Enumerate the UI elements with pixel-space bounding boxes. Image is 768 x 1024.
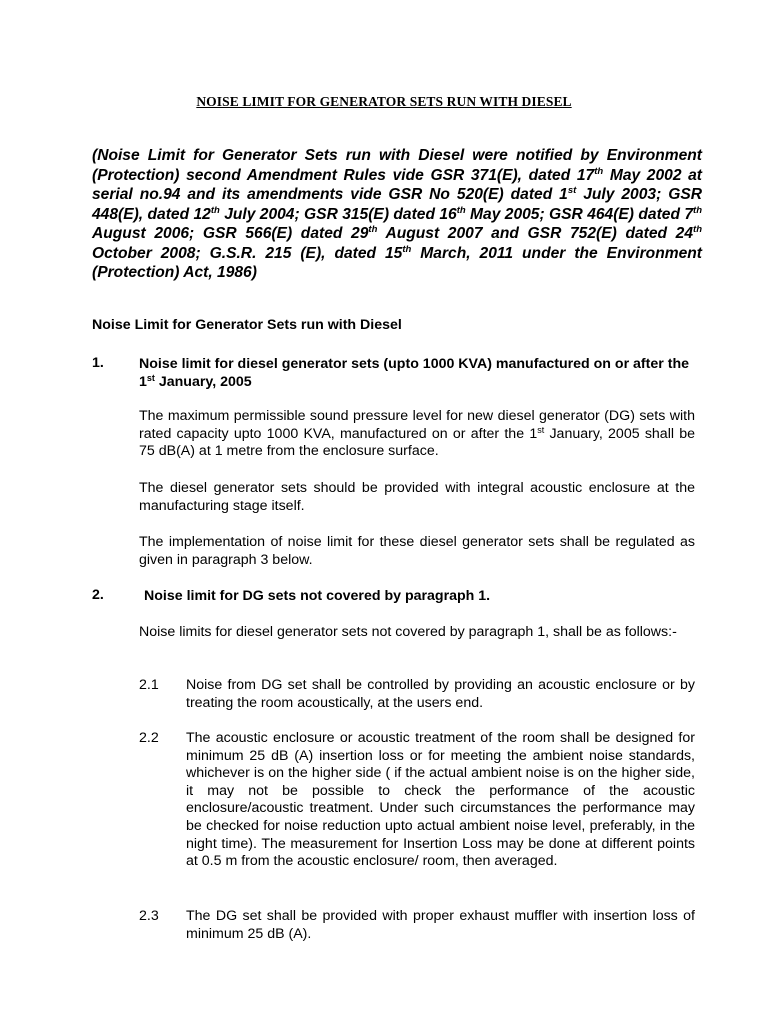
item-2-3-text: The DG set shall be provided with proper exhaust muffler with insertion loss of minimum 25 dB (A). [186,908,695,942]
item-2-2-text: The acoustic enclosure or acoustic treatment of the room shall be designed for minimum 25 dB (A) insertion loss or for meeting the ambient noise standards, whichever is on the higher side ( if the actual ambient noise is on the higher side, it may not be possible to check the performance of the acoustic enclosure/acoustic treatment. Under such circumstances the performance may be checked for noise reduction upto actual ambient noise level, preferably, in the night time). The measurement for Insertion Loss may be done at different points at 0.5 m from the acoustic enclosure/ room, then averaged. [186,730,695,870]
intro-text: October 2008; G.S.R. 215 (E), dated 15 [92,244,403,262]
section-1-heading-sup: st [146,373,155,383]
section-subheading: Noise Limit for Generator Sets run with Diesel [92,317,402,333]
section-2-heading: Noise limit for DG sets not covered by paragraph 1. [144,588,491,604]
section-1-heading [139,355,695,391]
item-2-2-number: 2.2 [139,730,159,746]
section-1-heading-text: January, 2005 [154,374,252,390]
intro-sup: st [567,185,577,196]
section-2-number: 2. [92,587,104,603]
intro-text: May 2002 at serial no.94 and its amendments vide GSR No 520(E) dated 1 [92,166,702,203]
section-1-para1-sup: st [537,424,545,435]
item-2-1-number: 2.1 [139,677,159,693]
intro-sup: th [693,224,702,235]
section-1-paragraph-2: The diesel generator sets should be provided with integral acoustic enclosure at the manufacturing stage itself. [139,480,695,514]
section-1-heading-text: Noise limit for diesel generator sets (upto 1000 KVA) manufactured on or after the 1 [139,356,690,390]
notification-intro [92,146,702,283]
intro-text: August 2007 and GSR 752(E) dated 24 [377,225,694,242]
intro-text: July 2004; GSR 315(E) dated 16 [219,205,457,223]
intro-sup: th [368,224,378,235]
section-1-para1-text: January, 2005 shall be 75 dB(A) at 1 metre from the enclosure surface. [139,425,696,460]
intro-sup: th [210,204,220,216]
section-1-paragraph-1 [139,408,695,461]
intro-sup: th [402,243,412,255]
intro-text: May 2005; GSR 464(E) dated 7 [465,205,694,223]
intro-sup: th [693,204,702,216]
intro-text: July 2003; GSR 448(E), dated 12 [92,186,702,223]
intro-text: March, 2011 under the Environment (Protection) Act, 1986) [92,244,702,281]
section-1-paragraph-3: The implementation of noise limit for these diesel generator sets shall be regulated as given in paragraph 3 below. [139,534,695,568]
page-title: NOISE LIMIT FOR GENERATOR SETS RUN WITH DIESEL [196,94,572,109]
intro-sup: th [456,204,466,216]
intro-sup: th [594,165,604,177]
section-1-number: 1. [92,355,104,371]
item-2-3-number: 2.3 [139,908,159,924]
item-2-1-text: Noise from DG set shall be controlled by providing an acoustic enclosure or by treating the room acoustically, at the users end. [186,677,695,711]
intro-text: August 2006; GSR 566(E) dated 29 [92,225,369,242]
intro-text: (Noise Limit for Generator Sets run with Diesel were notified by Environment (Protection) second Amendment Rules vide GSR 371(E), dated 17 [92,147,702,184]
section-2-intro: Noise limits for diesel generator sets not covered by paragraph 1, shall be as follows:- [139,624,677,640]
section-1-para1-text: The maximum permissible sound pressure level for new diesel generator (DG) sets with rated capacity upto 1000 KVA, manufactured on or after the 1 [139,408,695,442]
